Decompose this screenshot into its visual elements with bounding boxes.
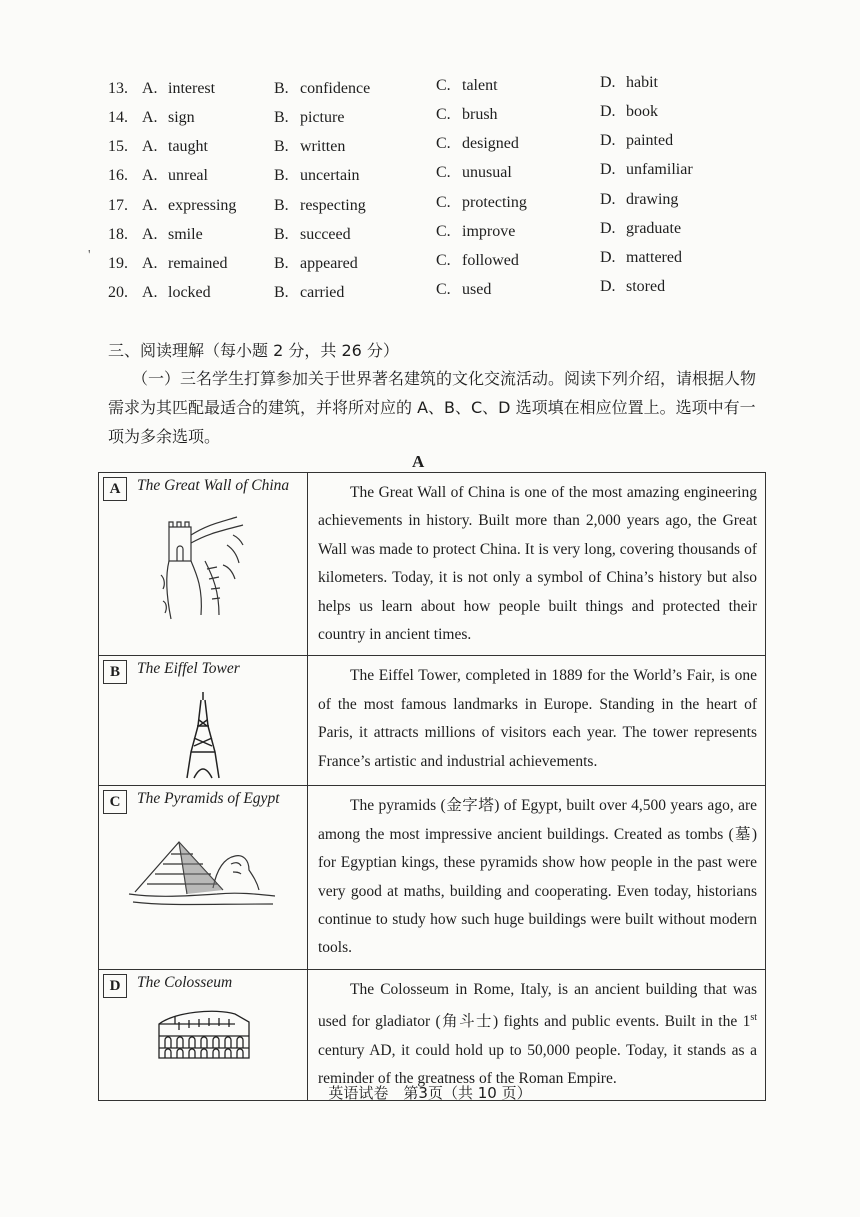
option-letter: C.	[436, 194, 451, 211]
answer-option	[142, 109, 195, 127]
option-letter: C.	[436, 77, 451, 94]
answer-option	[274, 255, 358, 273]
option-letter: C.	[436, 135, 451, 152]
option-word: drawing	[626, 191, 679, 208]
option-word: taught	[168, 138, 208, 155]
option-word: appeared	[300, 255, 358, 272]
question-number: 16.	[108, 167, 128, 184]
building-description: The pyramids (金字塔) of Egypt, built over 4,500 years ago, are among the most impressive ancient buildings. Created as tombs (墓) for Egyptian kings, these pyramids show how people in the past were very good at maths, building and cooperating. Even today, historians continue to study how such huge buildings were built without modern tools.	[318, 797, 757, 957]
option-word: used	[462, 281, 492, 298]
answer-option	[436, 106, 498, 124]
table-row	[99, 656, 766, 786]
answer-option	[142, 226, 203, 244]
answer-option	[436, 252, 519, 270]
answer-option	[274, 226, 351, 244]
option-word: unfamiliar	[626, 161, 693, 178]
answer-option	[600, 74, 658, 92]
option-word: book	[626, 103, 658, 120]
option-word: respecting	[300, 197, 366, 214]
option-letter: D.	[600, 191, 616, 208]
option-letter: C.	[436, 252, 451, 269]
answer-option	[600, 249, 682, 267]
answer-option	[274, 138, 345, 156]
answer-option	[600, 161, 693, 179]
answer-option	[436, 135, 519, 153]
option-letter: C.	[436, 106, 451, 123]
margin-mark: '	[88, 248, 91, 263]
answer-option	[436, 164, 512, 182]
option-letter: D.	[600, 220, 616, 237]
option-word: stored	[626, 278, 666, 295]
option-letter: D.	[600, 103, 616, 120]
section-intro: （一）三名学生打算参加关于世界著名建筑的文化交流活动。阅读下列介绍，请根据人物需求为其匹配最适合的建筑，并将所对应的 A、B、C、D 选项填在相应位置上。选项中有一项为多余选项。	[108, 369, 757, 446]
question-number: 18.	[108, 226, 128, 243]
option-word: unusual	[462, 164, 512, 181]
answer-option	[436, 194, 527, 212]
answer-option	[274, 167, 360, 185]
page-footer: 英语试卷 第3页（共 10 页）	[328, 1084, 532, 1102]
question-number: 14.	[108, 109, 128, 126]
option-word: protecting	[462, 194, 527, 211]
option-letter: A.	[142, 138, 158, 155]
question-number: 20.	[108, 284, 128, 301]
option-letter: A.	[142, 80, 158, 97]
building-name: The Colosseum	[137, 973, 233, 991]
option-word: graduate	[626, 220, 682, 237]
answer-option	[600, 278, 665, 296]
option-letter: B.	[274, 255, 289, 272]
ordinal-suffix: st	[750, 1012, 757, 1024]
option-letter: B.	[274, 80, 289, 97]
building-description: The Eiffel Tower, completed in 1889 for the World’s Fair, is one of the most famous landmarks in Europe. Standing in the heart of Paris, it attracts millions of visitors each year. The tower represents France’s artistic and industrial achievements.	[318, 667, 757, 770]
option-letter: B.	[274, 226, 289, 243]
option-word: habit	[626, 74, 658, 91]
option-letter: A	[103, 477, 127, 501]
table-row	[99, 969, 766, 1100]
option-word: improve	[462, 223, 516, 240]
option-letter: D.	[600, 278, 616, 295]
option-letter: D.	[600, 132, 616, 149]
option-letter: A.	[142, 284, 158, 301]
answer-option	[600, 220, 681, 238]
answer-option	[274, 80, 370, 98]
answer-option	[142, 138, 208, 156]
option-letter: D.	[600, 74, 616, 91]
set-label: A	[412, 452, 425, 471]
building-name: The Eiffel Tower	[137, 660, 240, 678]
option-letter: A.	[142, 226, 158, 243]
building-description: The Great Wall of China is one of the most amazing engineering achievements in history. Built more than 2,000 years ago, the Great Wall was made to protect China. It is very long, covering thousands of kilometers. Today, it is not only a symbol of China’s history but also helps us learn about how people built things and protected their country in ancient times.	[318, 484, 757, 644]
colosseum-illustration	[155, 1002, 253, 1066]
option-word: designed	[462, 135, 519, 152]
question-number: 19.	[108, 255, 128, 272]
answer-option	[142, 80, 215, 98]
option-word: expressing	[168, 197, 237, 214]
answer-option	[142, 167, 208, 185]
question-number: 17.	[108, 197, 128, 214]
table-row	[99, 786, 766, 969]
option-word: smile	[168, 226, 203, 243]
option-word: mattered	[626, 249, 682, 266]
answer-option	[274, 284, 344, 302]
answer-option	[142, 284, 211, 302]
option-letter: B.	[274, 138, 289, 155]
answer-option	[600, 103, 658, 121]
option-word: remained	[168, 255, 228, 272]
option-letter: A.	[142, 167, 158, 184]
option-letter: B	[103, 660, 127, 684]
building-table	[98, 472, 766, 1101]
option-letter: B.	[274, 167, 289, 184]
option-letter: A.	[142, 197, 158, 214]
option-word: painted	[626, 132, 674, 149]
option-letter: D	[103, 974, 127, 998]
option-word: sign	[168, 109, 195, 126]
option-letter: C.	[436, 281, 451, 298]
option-letter: B.	[274, 109, 289, 126]
question-number: 15.	[108, 138, 128, 155]
option-letter: C	[103, 790, 127, 814]
option-letter: C.	[436, 164, 451, 181]
table-row	[99, 473, 766, 656]
eiffel-tower-illustration	[185, 690, 221, 780]
answer-option	[436, 223, 515, 241]
option-letter: B.	[274, 284, 289, 301]
answer-option	[142, 255, 228, 273]
option-letter: C.	[436, 223, 451, 240]
option-letter: B.	[274, 197, 289, 214]
answer-option	[274, 109, 344, 127]
option-letter: D.	[600, 249, 616, 266]
building-name: The Great Wall of China	[137, 477, 290, 494]
great-wall-illustration	[157, 505, 257, 625]
option-word: uncertain	[300, 167, 360, 184]
answer-option	[600, 191, 678, 209]
answer-option	[600, 132, 673, 150]
option-word: interest	[168, 80, 216, 97]
description-part: century AD, it could hold up to 50,000 people. Today, it stands as a reminder of the greatness of the Roman Empire.	[318, 1041, 757, 1088]
answer-option	[436, 77, 498, 95]
option-word: picture	[300, 109, 345, 126]
description-part: The Colosseum in Rome, Italy, is an ancient building that was used for gladiator (角斗士) fights and public events. Built in the 1	[318, 980, 757, 1031]
option-word: followed	[462, 252, 519, 269]
option-word: carried	[300, 284, 345, 301]
option-word: talent	[462, 77, 498, 94]
answer-option	[274, 197, 366, 215]
building-description	[318, 976, 757, 1094]
option-letter: D.	[600, 161, 616, 178]
pyramids-illustration	[127, 828, 277, 912]
section-title: 三、阅读理解（每小题 2 分，共 26 分）	[108, 341, 399, 360]
option-word: brush	[462, 106, 498, 123]
option-word: written	[300, 138, 346, 155]
option-word: locked	[168, 284, 211, 301]
option-letter: A.	[142, 109, 158, 126]
building-name: The Pyramids of Egypt	[137, 790, 280, 808]
answer-option	[142, 197, 236, 215]
option-word: unreal	[168, 167, 208, 184]
question-number: 13.	[108, 80, 128, 97]
option-word: confidence	[300, 80, 371, 97]
option-letter: A.	[142, 255, 158, 272]
option-word: succeed	[300, 226, 351, 243]
answer-option	[436, 281, 491, 299]
